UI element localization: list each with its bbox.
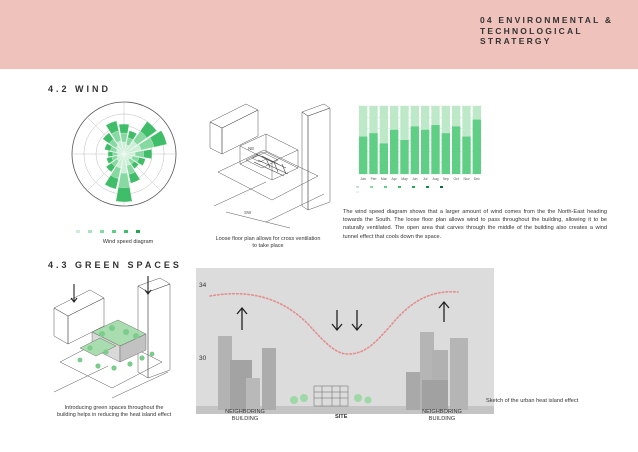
- site-label: SITE: [335, 414, 348, 420]
- green-caption-line1: Introducing green spaces throughout the: [64, 405, 164, 411]
- ventilation-caption-line2: to take place: [252, 243, 284, 249]
- wind-chart-bar: [359, 137, 367, 174]
- left-neighboring-label-line1: NEIGHBORING: [225, 409, 265, 415]
- wind-chart-month-label: Jul: [422, 177, 428, 181]
- wind-chart-month-label: Jan: [360, 177, 366, 181]
- wind-rose-caption: Wind speed diagram: [102, 239, 154, 245]
- cross-ventilation-axonometric: [206, 102, 332, 232]
- wind-chart-month-label: Mar: [380, 177, 387, 181]
- left-neighboring-label-line2: BUILDING: [231, 416, 259, 422]
- section-title-line2: TECHNOLOGICAL: [480, 25, 583, 36]
- wind-rose-diagram: [60, 88, 188, 238]
- section-title-line3: STRATERGY: [480, 36, 552, 46]
- wind-chart-bar: [390, 130, 398, 174]
- wind-chart-bar: [462, 137, 470, 174]
- wind-chart-month-label: Dec: [473, 177, 480, 181]
- urban-heat-island-diagram: [196, 268, 494, 414]
- wind-description: The wind speed diagram shows that a larger amount of wind comes from the the North-East heading towards the South. The loose floor plan allows wind to pass throughout the building, allowing it to be naturally ventilated. The open area that carves through the middle of the building also creates a wind tunnel effect that cools down the space.: [343, 209, 607, 240]
- wind-rose-legend: [76, 230, 140, 233]
- temp-low-label: 30: [199, 355, 207, 362]
- wind-chart-bar: [452, 126, 460, 174]
- ventilation-caption-line1: Loose floor plan allows for cross ventilation: [215, 236, 321, 242]
- monthly-wind-chart: [338, 100, 490, 200]
- ne-label: NE: [248, 146, 255, 151]
- wind-chart-month-label: Apr: [391, 177, 397, 181]
- temp-high-label: 34: [199, 282, 207, 289]
- wind-chart-month-label: Feb: [370, 177, 377, 181]
- wind-chart-month-label: Oct: [453, 177, 459, 181]
- wind-heading: 4.2 WIND: [48, 84, 112, 94]
- wind-chart-bar: [369, 133, 377, 174]
- wind-chart-bar: [473, 120, 481, 174]
- wind-chart-month-label: May: [401, 177, 408, 181]
- sw-label: SW: [244, 210, 252, 215]
- green-spaces-axonometric: [50, 274, 174, 404]
- right-neighboring-label: [412, 409, 472, 423]
- wind-chart-bar: [431, 125, 439, 174]
- left-neighboring-label: [215, 409, 275, 423]
- green-heading: 4.3 GREEN SPACES: [48, 260, 182, 270]
- green-caption-line2: building helps in reducing the heat island effect: [56, 412, 172, 418]
- section-title: [480, 15, 630, 47]
- wind-chart-bar: [442, 133, 450, 174]
- heat-island-caption: Sketch of the urban heat island effect: [486, 398, 579, 404]
- wind-chart-month-label: Jun: [412, 177, 418, 181]
- section-title-line1: 04 ENVIRONMENTAL &: [480, 15, 614, 25]
- right-neighboring-label-line2: BUILDING: [428, 416, 456, 422]
- wind-chart-bar: [400, 140, 408, 174]
- wind-chart-bar: [421, 130, 429, 174]
- wind-chart-bar: [380, 143, 388, 174]
- ventilation-caption: [204, 236, 332, 250]
- wind-chart-bar: [411, 126, 419, 174]
- wind-chart-month-label: Aug: [432, 177, 439, 181]
- right-neighboring-label-line1: NEIGHBORING: [422, 409, 462, 415]
- green-caption: [48, 405, 180, 419]
- header-band: [0, 0, 638, 69]
- wind-chart-month-label: Sep: [442, 177, 449, 181]
- wind-chart-month-label: Nov: [463, 177, 470, 181]
